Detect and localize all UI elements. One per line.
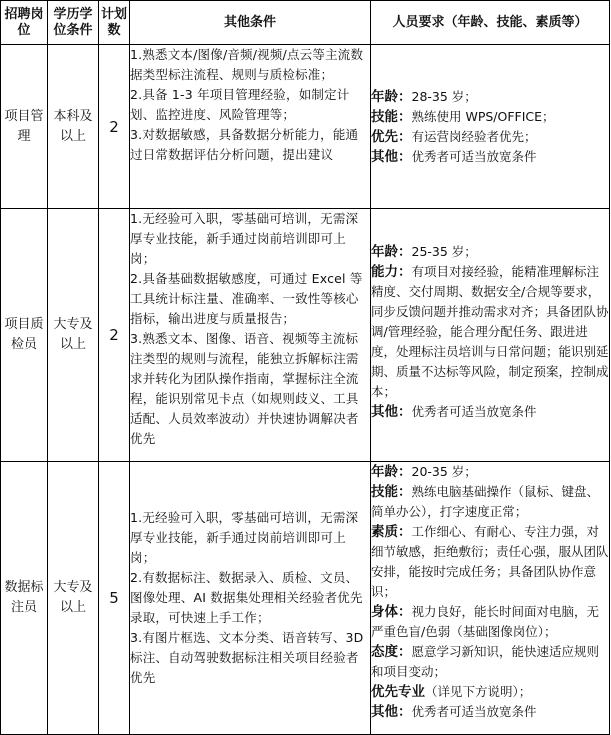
requirement-item bbox=[371, 642, 609, 682]
education-cell: 本科及以上 bbox=[48, 45, 99, 209]
condition-item: 3.熟悉文本、图像、语音、视频等主流标注类型的规则与流程，能独立拆解标注需求并转化为团队操作指南，掌握标注全流程，能识别常见卡点（如规则歧义、工具适配、人员效率波动）并快速协调解决者优先 bbox=[130, 331, 359, 446]
header-education: 学历学位条件 bbox=[48, 1, 99, 45]
requirement-text: 优秀者可适当放宽条件 bbox=[411, 704, 537, 719]
other-conditions-cell bbox=[130, 45, 371, 209]
other-conditions-cell bbox=[130, 462, 371, 735]
requirement-label: 态度： bbox=[371, 644, 412, 660]
condition-item: 2.具备基础数据敏感度，可通过 Excel 等工具统计标注量、准确率、一致性等核心指标，输出进度与质量报告； bbox=[130, 271, 363, 326]
table-header-row bbox=[1, 1, 610, 45]
requirement-label: 年龄： bbox=[371, 244, 412, 260]
condition-item: 1.无经验可入职，零基础可培训，无需深厚专业技能，新手通过岗前培训即可上岗； bbox=[130, 211, 359, 266]
requirement-text: 25-35 岁； bbox=[411, 244, 477, 259]
header-other: 其他条件 bbox=[130, 1, 371, 45]
requirement-label: 技能： bbox=[371, 109, 412, 125]
requirement-text: 优秀者可适当放宽条件 bbox=[411, 404, 537, 419]
requirement-text: 熟练电脑基础操作（鼠标、键盘、简单办公），打字速度正常； bbox=[371, 484, 600, 519]
requirement-item bbox=[371, 242, 609, 262]
condition-item: 3.对数据敏感，具备数据分析能力，能通过日常数据评估分析问题，提出建议 bbox=[130, 127, 359, 162]
requirements-cell bbox=[371, 209, 610, 462]
requirement-item bbox=[371, 402, 609, 422]
requirement-label: 优先： bbox=[371, 129, 412, 145]
header-requirements: 人员要求（年龄、技能、素质等） bbox=[371, 1, 610, 45]
other-conditions-cell bbox=[130, 209, 371, 462]
plan-cell: 2 bbox=[99, 209, 130, 462]
requirement-label: 素质： bbox=[371, 524, 412, 540]
requirement-item bbox=[371, 682, 609, 702]
requirement-item bbox=[371, 522, 609, 602]
condition-item: 1.无经验可入职，零基础可培训，无需深厚专业技能，新手通过岗前培训即可上岗； bbox=[130, 510, 359, 565]
requirement-label: 年龄： bbox=[371, 89, 412, 105]
condition-item: 2.具备 1-3 年项目管理经验，如制定计划、监控进度、风险管理等； bbox=[130, 87, 350, 122]
table-row bbox=[1, 462, 610, 735]
requirement-item bbox=[371, 127, 609, 147]
requirement-text: 有项目对接经验，能精准理解标注精度、交付周期、数据安全/合规等要求，同步反馈问题并推动需求对齐；具备团队协调/管理经验，能合理分配任务、跟进进度，处理标注员培训与日常问题；能识别延期、质量不达标等风险，制定预案，控制成本； bbox=[371, 264, 609, 399]
requirement-item bbox=[371, 262, 609, 402]
education-cell: 大专及以上 bbox=[48, 209, 99, 462]
requirement-item bbox=[371, 602, 609, 642]
requirement-label: 能力： bbox=[371, 264, 412, 280]
requirement-label: 技能： bbox=[371, 484, 412, 500]
plan-cell: 5 bbox=[99, 462, 130, 735]
condition-item: 1.熟悉文本/图像/音频/视频/点云等主流数据类型标注流程、规则与质检标准； bbox=[130, 47, 364, 82]
table-row bbox=[1, 209, 610, 462]
requirement-label: 其他： bbox=[371, 404, 412, 420]
requirements-cell bbox=[371, 462, 610, 735]
education-cell: 大专及以上 bbox=[48, 462, 99, 735]
position-cell: 项目管理 bbox=[1, 45, 48, 209]
condition-item: 3.有图片框选、文本分类、语音转写、3D 标注、自动驾驶数据标注相关项目经验者优先 bbox=[130, 630, 364, 685]
requirement-item bbox=[371, 462, 609, 482]
requirement-text: 20-35 岁； bbox=[411, 464, 477, 479]
header-plan: 计划数 bbox=[99, 1, 130, 45]
requirement-text: 工作细心、有耐心、专注力强，对细节敏感，拒绝敷衍；责任心强，服从团队安排，能按时完成任务；具备团队协作意识； bbox=[371, 524, 609, 599]
requirement-label: 其他： bbox=[371, 704, 412, 720]
requirement-label: 年龄： bbox=[371, 464, 412, 480]
requirement-text: 熟练使用 WPS/OFFICE； bbox=[411, 109, 555, 124]
requirement-label: 身体： bbox=[371, 604, 412, 620]
position-cell: 项目质检员 bbox=[1, 209, 48, 462]
requirement-text: 优秀者可适当放宽条件 bbox=[411, 149, 537, 164]
condition-item: 2.有数据标注、数据录入、质检、文员、图像处理、AI 数据集处理相关经验者优先录取，可快速上手工作； bbox=[130, 570, 363, 625]
requirements-cell bbox=[371, 45, 610, 209]
position-cell: 数据标注员 bbox=[1, 462, 48, 735]
table-row bbox=[1, 45, 610, 209]
requirement-item bbox=[371, 87, 609, 107]
requirement-text: （详见下方说明）； bbox=[425, 684, 532, 699]
requirement-label: 其他： bbox=[371, 149, 412, 165]
requirement-item bbox=[371, 107, 609, 127]
requirement-label: 优先专业 bbox=[371, 684, 425, 700]
requirement-text: 28-35 岁； bbox=[411, 89, 477, 104]
requirement-text: 视力良好，能长时间面对电脑，无严重色盲/色弱（基础图像岗位）； bbox=[371, 604, 600, 639]
requirement-text: 愿意学习新知识，能快速适应规则和项目变动； bbox=[371, 644, 600, 679]
requirement-item bbox=[371, 482, 609, 522]
requirement-text: 有运营岗经验者优先； bbox=[411, 129, 537, 144]
plan-cell: 2 bbox=[99, 45, 130, 209]
header-position: 招聘岗位 bbox=[1, 1, 48, 45]
requirement-item bbox=[371, 147, 609, 167]
requirement-item bbox=[371, 702, 609, 722]
